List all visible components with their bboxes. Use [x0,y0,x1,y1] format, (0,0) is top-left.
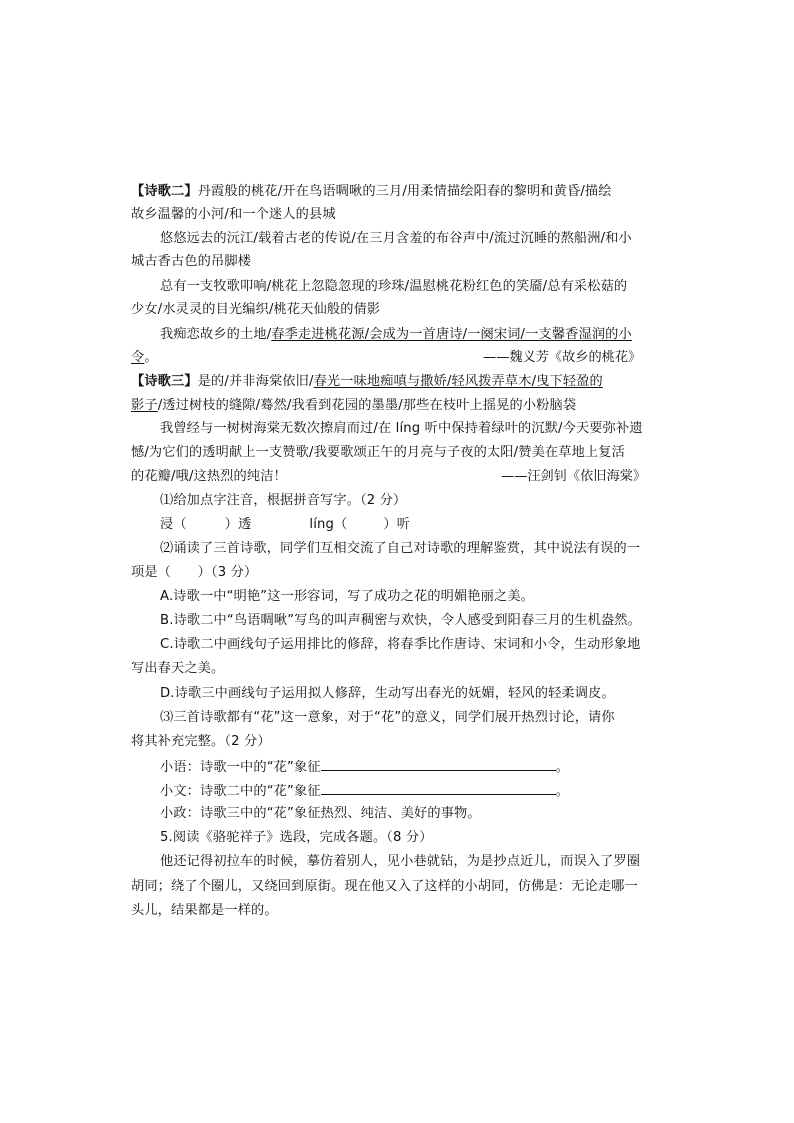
q3-xiaozheng: 小政：诗歌三中的“花”象征热烈、纯洁、美好的事物。 [160,806,481,821]
q1-item-a: 浸（ [160,517,187,532]
q5-stem: 5.阅读《骆驼祥子》选段，完成各题。（8 分） [160,830,433,845]
poem3-source: ——汪剑钊《依旧海棠》 [501,469,647,484]
poem2-line-7: 我痴恋故乡的土地/春季走进桃花源/会成为一首唐诗/一阕宋词/一支馨香湿润的小 [160,327,632,342]
q1-item-b: líng（ [309,517,348,532]
poem2-line-4: 城古香古色的吊脚楼 [131,254,252,269]
poem2-line-3: 悠悠远去的沅江/载着古老的传说/在三月含羞的布谷声中/流过沉睡的熬船洲/和小 [160,231,632,246]
poem3-line-4: 憾/为它们的透明献上一支赞歌/我要歌颂正午的月亮与子夜的太阳/赞美在草地上复活 [131,445,625,460]
q2-stem-line-1: ⑵诵读了三首诗歌，同学们互相交流了自己对诗歌的理解鉴赏，其中说法有误的一 [160,541,641,556]
poem3-line-5: 的花瓣/哦/这热烈的纯洁！ [131,469,287,484]
q3-answer-blank-1[interactable] [321,757,556,771]
poem2-line-6: 少女/水灵灵的目光编织/桃花天仙般的倩影 [131,302,381,317]
poem2-underlined-sentence: 春季走进桃花源/会成为一首唐诗/一阕宋词/一支馨香湿润的小 [271,327,632,342]
q1-stem: ⑴给加点字注音，根据拼音写字。（2 分） [160,493,407,508]
poem3-line-3: 我曾经与一树树海棠无数次擦肩而过/在 líng 听中保持着绿叶的沉默/今天要弥补遗 [160,421,643,436]
poem2-line-2: 故乡温馨的小河/和一个迷人的县城 [131,207,336,222]
q2-option-c-line-1: C.诗歌二中画线句子运用排比的修辞，将春季比作唐诗、宋词和小令，生动形象地 [160,637,641,652]
q1-items: 浸（ ）透 líng（ ）听 [160,517,411,532]
q2-option-c-line-2: 写出春天之美。 [131,661,225,676]
poem2-line-5: 总有一支牧歌叩响/桃花上忽隐忽现的珍珠/温慰桃花粉红色的笑靥/总有采松菇的 [160,279,628,294]
poem3-underlined-sentence: 春光一味地痴嗔与撒娇/轻风拨弄草木/曳下轻盈的 [313,374,603,389]
q3-stem-line-1: ⑶三首诗歌都有“花”这一意象，对于“花”的意义，同学们展开热烈讨论，请你 [160,710,615,725]
poem3-label: 【诗歌三】 [131,374,198,389]
q2-stem-line-2: 项是（ ）（3 分） [131,565,258,580]
q3-stem-line-2: 将其补充完整。（2 分） [131,734,271,749]
q5-passage-line-2: 胡同；绕了个圈儿，又绕回到原街。现在他又入了这样的小胡同，仿佛是：无论走哪一 [131,879,638,894]
q3-xiaowen: 小文：诗歌二中的“花”象征 。 [160,781,569,800]
q3-xiaoyu: 小语：诗歌一中的“花”象征 。 [160,757,569,776]
q3-answer-blank-2[interactable] [321,781,556,795]
q2-option-b: B.诗歌二中“鸟语啁啾”写鸟的叫声稠密与欢快，令人感受到阳春三月的生机盎然。 [160,613,641,628]
q5-passage-line-3: 头儿，结果都是一样的。 [131,903,278,918]
poem2-label: 【诗歌二】 [131,184,198,199]
poem3-line-2: 影子/透过树枝的缝隙/蓦然/我看到花园的墨墨/那些在枝叶上摇晃的小粉脑袋 [131,398,577,413]
q2-option-a: A.诗歌一中“明艳”这一形容词，写了成功之花的明媚艳丽之美。 [160,589,535,604]
poem3-line-1: 【诗歌三】是的/并非海棠依旧/春光一味地痴嗔与撒娇/轻风拨弄草木/曳下轻盈的 [131,374,603,389]
q5-passage-line-1: 他还记得初拉车的时候，摹仿着别人，见小巷就钻，为是抄点近儿，而误入了罗圈 [160,854,641,869]
q2-option-d: D.诗歌三中画线句子运用拟人修辞，生动写出春光的妩媚，轻风的轻柔调皮。 [160,686,615,701]
poem2-source: ——魏义芳《故乡的桃花》 [483,350,642,365]
poem2-line-8: 令。 [131,350,158,365]
poem2-line-1: 【诗歌二】丹霞般的桃花/开在鸟语啁啾的三月/用柔情描绘阳春的黎明和黄昏/描绘 [131,184,612,199]
